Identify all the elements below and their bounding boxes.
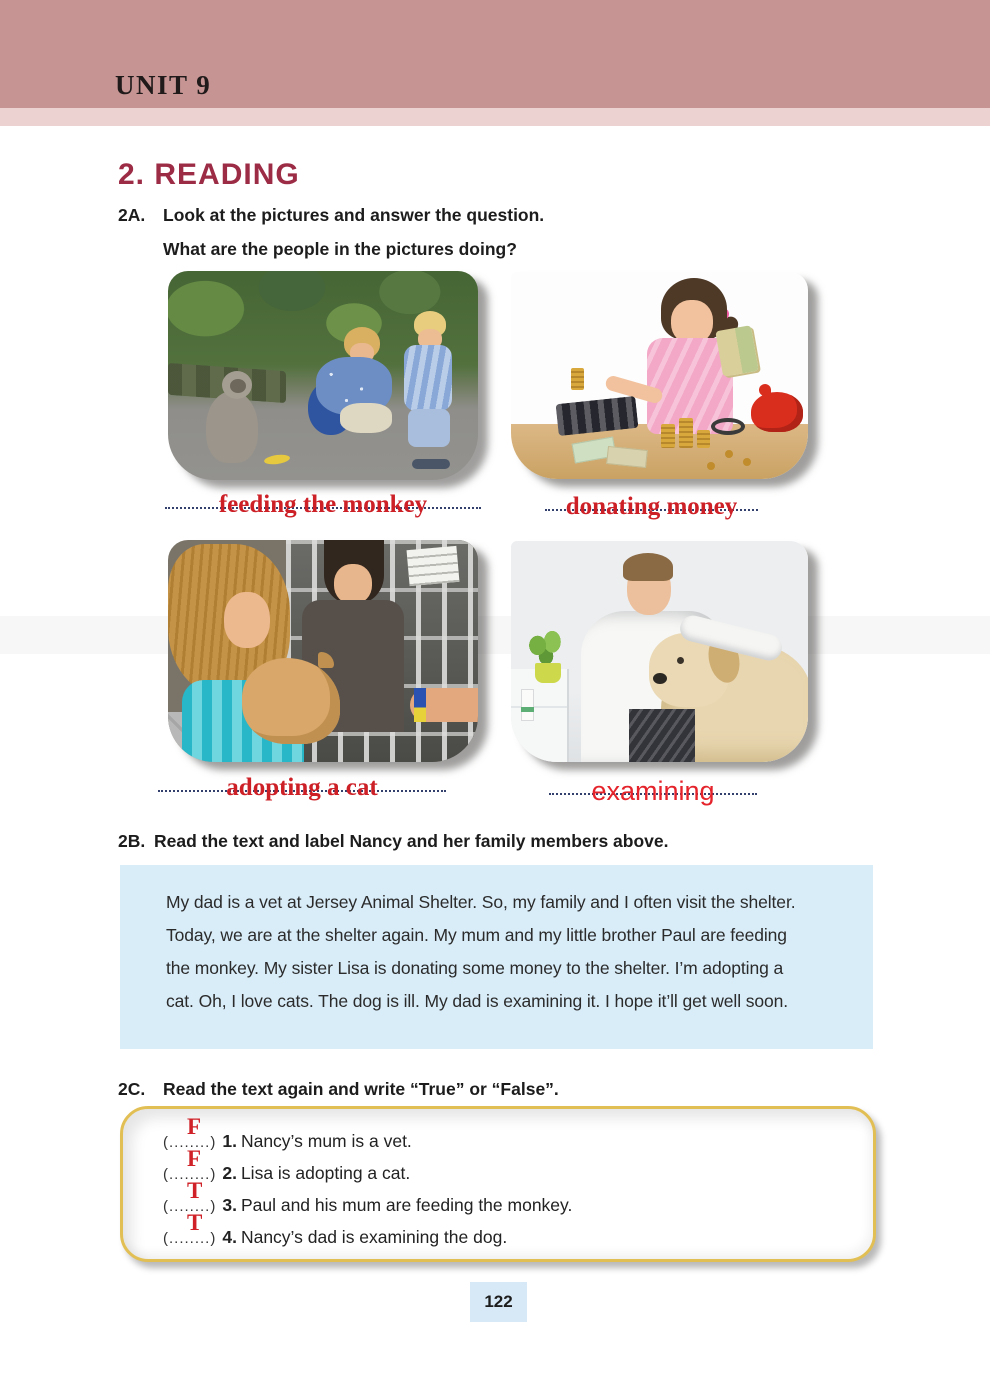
passage-line: Today, we are at the shelter again. My mum and my little brother Paul are feeding: [166, 925, 787, 945]
passage-line: cat. Oh, I love cats. The dog is ill. My dad is examining it. I hope it’ll get well soon.: [166, 991, 789, 1011]
item-statement: Lisa is adopting a cat.: [240, 1163, 411, 1183]
scan-artifact-band: [0, 616, 990, 654]
boy-shorts-shape: [408, 409, 450, 447]
answer-blank[interactable]: (........): [163, 1166, 217, 1183]
task-2b-heading: [118, 831, 668, 852]
clinic-counter-shape: [511, 669, 569, 762]
caption-blank-1[interactable]: [165, 478, 481, 518]
bottle-shape: [521, 689, 534, 721]
caption-text: examining: [591, 776, 715, 806]
boy-figure: [404, 345, 452, 411]
item-statement: Nancy’s mum is a vet.: [240, 1131, 412, 1151]
photo-examining-dog: [511, 541, 808, 762]
caption-text: feeding the monkey: [218, 491, 428, 518]
monkey-face-shape: [230, 379, 246, 393]
photo-adopting-cat: [168, 540, 478, 762]
caption-blank-4[interactable]: [549, 764, 757, 806]
reading-passage: [120, 865, 873, 1049]
item-number: 4.: [222, 1227, 237, 1247]
coin-stack-shape: [661, 424, 675, 448]
banknotes-in-hand-shape: [715, 325, 758, 377]
task-2c-instruction: Read the text again and write “True” or “False”.: [163, 1079, 559, 1099]
vet-hair-shape: [623, 553, 673, 581]
plant-shape: [525, 631, 567, 667]
answer-blank[interactable]: (........): [163, 1230, 217, 1247]
handwritten-answer: F: [187, 1114, 202, 1139]
task-2a-heading: [118, 205, 544, 226]
true-false-box: [120, 1106, 876, 1262]
owner-clothes-shape: [629, 709, 695, 762]
unit-title: UNIT 9: [115, 70, 212, 100]
coin-stack-shape: [679, 418, 693, 448]
monkey-figure: [206, 391, 258, 463]
passage-line: the monkey. My sister Lisa is donating some money to the shelter. I’m adopting a: [166, 958, 784, 978]
item-number: 3.: [222, 1195, 237, 1215]
caption-blank-2[interactable]: [545, 480, 758, 520]
true-false-item-4: [163, 1210, 873, 1254]
magnifier-shape: [711, 418, 745, 435]
task-2a-instruction: Look at the pictures and answer the question.: [163, 205, 545, 225]
task-2c-heading: [118, 1079, 559, 1100]
photo-feeding-monkey: [168, 271, 478, 480]
item-statement: Nancy’s dad is examining the dog.: [240, 1227, 508, 1247]
second-girl-face-shape: [334, 564, 372, 604]
dog-nose-shape: [653, 673, 667, 684]
caption-text: donating money: [565, 493, 738, 520]
item-number: 1.: [222, 1131, 237, 1151]
mother-shorts-shape: [340, 403, 392, 433]
dog-eye-shape: [677, 657, 684, 664]
unit-header-strip: [0, 108, 990, 126]
bananas-shape: [264, 453, 291, 466]
page-number: 122: [470, 1282, 527, 1322]
caption-text: adopting a cat: [226, 774, 378, 801]
item-statement: Paul and his mum are feeding the monkey.: [240, 1195, 573, 1215]
blonde-girl-face-shape: [224, 592, 270, 648]
passage-line: My dad is a vet at Jersey Animal Shelter. So, my family and I often visit the shelter.: [166, 892, 796, 912]
coin-stack-shape: [697, 430, 710, 448]
cage-sign-shape: [407, 546, 460, 586]
section-title: 2. READING: [118, 158, 300, 191]
true-false-item-3: [163, 1178, 873, 1222]
task-2b-number: 2B.: [118, 831, 146, 851]
wristband-shape: [414, 688, 426, 722]
task-2c-number: 2C.: [118, 1079, 146, 1099]
caption-blank-3[interactable]: [158, 761, 446, 801]
coin-shape: [707, 462, 715, 470]
item-number: 2.: [222, 1163, 237, 1183]
task-2a-question: What are the people in the pictures doing?: [163, 239, 517, 259]
task-2b-instruction: Read the text and label Nancy and her family members above.: [154, 831, 669, 851]
photo-donating-money: [511, 272, 808, 479]
coin-shape: [743, 458, 751, 466]
plant-pot-shape: [535, 663, 561, 683]
true-false-item-2: [163, 1146, 873, 1190]
answer-blank[interactable]: (........): [163, 1134, 217, 1151]
true-false-item-1: [163, 1114, 873, 1158]
piggy-bank-shape: [751, 392, 803, 432]
handwritten-answer: T: [187, 1178, 203, 1203]
bottle-label-shape: [521, 707, 534, 712]
task-2a-number: 2A.: [118, 205, 146, 225]
answer-blank[interactable]: (........): [163, 1198, 217, 1215]
handwritten-answer: T: [187, 1210, 203, 1235]
boy-sandals-shape: [412, 459, 450, 469]
handwritten-answer: F: [187, 1146, 202, 1171]
coin-shape: [725, 450, 733, 458]
coin-stack-shape: [571, 368, 584, 390]
